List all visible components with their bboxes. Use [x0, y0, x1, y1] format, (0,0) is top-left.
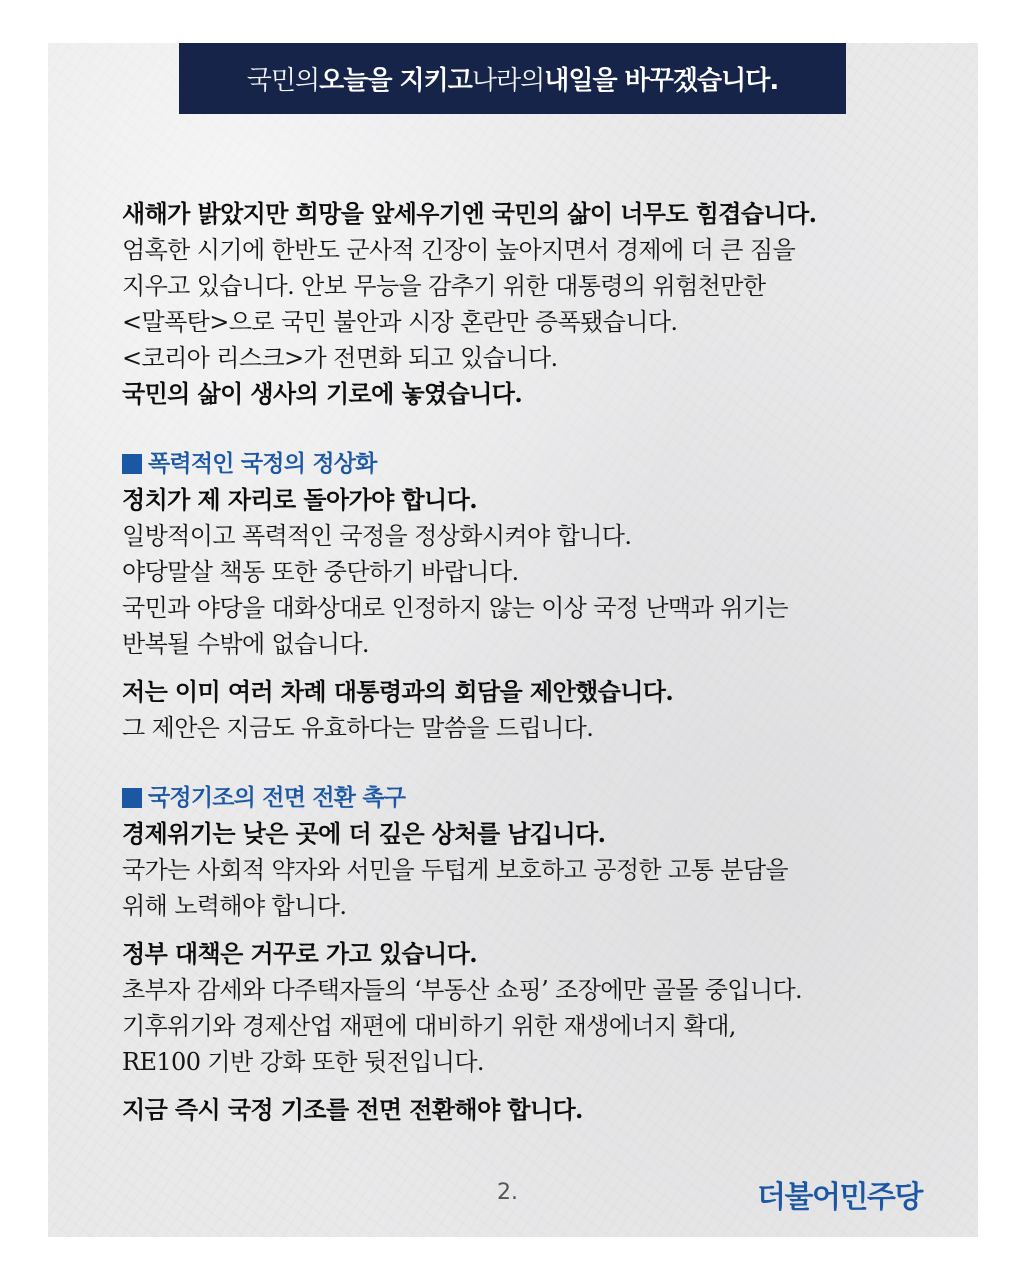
section2-line: 위해 노력해야 합니다. [122, 892, 347, 920]
intro-line: 지우고 있습니다. 안보 무능을 감추기 위한 대통령의 위험천만한 [122, 272, 766, 300]
section2-line: 기후위기와 경제산업 재편에 대비하기 위한 재생에너지 확대, [122, 1012, 736, 1040]
section2-line: 국가는 사회적 약자와 서민을 두텁게 보호하고 공정한 고통 분담을 [122, 856, 788, 884]
section1-lead: 저는 이미 여러 차례 대통령과의 회담을 제안했습니다. [122, 677, 674, 706]
banner-text-3: 나라의 [471, 66, 545, 96]
page-number: 2. [497, 1180, 518, 1205]
section1-line: 국민과 야당을 대화상대로 인정하지 않는 이상 국정 난맥과 위기는 [122, 594, 788, 622]
section-heading-text: 폭력적인 국정의 정상화 [148, 451, 377, 477]
section-heading-text: 국정기조의 전면 전환 촉구 [148, 785, 406, 811]
section2-closing: 지금 즉시 국정 기조를 전면 전환해야 합니다. [122, 1095, 583, 1124]
intro-closing: 국민의 삶이 생사의 기로에 놓였습니다. [122, 379, 523, 408]
section2-lead: 경제위기는 낮은 곳에 더 깊은 상처를 남깁니다. [122, 819, 606, 848]
banner-text-2: 오늘을 지키고 [319, 66, 472, 96]
section2-line: 초부자 감세와 다주택자들의 ‘부동산 쇼핑’ 조장에만 골몰 중입니다. [122, 976, 803, 1004]
section1-line: 일방적이고 폭력적인 국정을 정상화시켜야 합니다. [122, 522, 632, 550]
square-bullet-icon [122, 454, 142, 474]
section1-line: 그 제안은 지금도 유효하다는 말씀을 드립니다. [122, 714, 594, 742]
banner-text-4: 내일을 바꾸겠습니다. [544, 66, 779, 96]
section1-line: 반복될 수밖에 없습니다. [122, 630, 369, 658]
square-bullet-icon [122, 788, 142, 808]
intro-line: <코리아 리스크>가 전면화 되고 있습니다. [122, 344, 558, 372]
section-heading-normalization [122, 446, 942, 482]
section1-line: 야당말살 책동 또한 중단하기 바랍니다. [122, 558, 519, 586]
section-heading-policy-shift [122, 780, 942, 816]
slogan-banner [179, 43, 846, 114]
intro-line: 엄혹한 시기에 한반도 군사적 긴장이 높아지면서 경제에 더 큰 짐을 [122, 236, 796, 264]
banner-text-1: 국민의 [246, 66, 320, 96]
section1-lead: 정치가 제 자리로 돌아가야 합니다. [122, 485, 477, 514]
intro-line: <말폭탄>으로 국민 불안과 시장 혼란만 증폭됐습니다. [122, 308, 678, 336]
section2-lead: 정부 대책은 거꾸로 가고 있습니다. [122, 939, 477, 968]
party-logo: 더불어민주당 [757, 1180, 922, 1215]
statement-body [122, 196, 942, 1128]
section2-line: RE100 기반 강화 또한 뒷전입니다. [122, 1048, 484, 1076]
intro-lead: 새해가 밝았지만 희망을 앞세우기엔 국민의 삶이 너무도 힘겹습니다. [122, 199, 817, 228]
